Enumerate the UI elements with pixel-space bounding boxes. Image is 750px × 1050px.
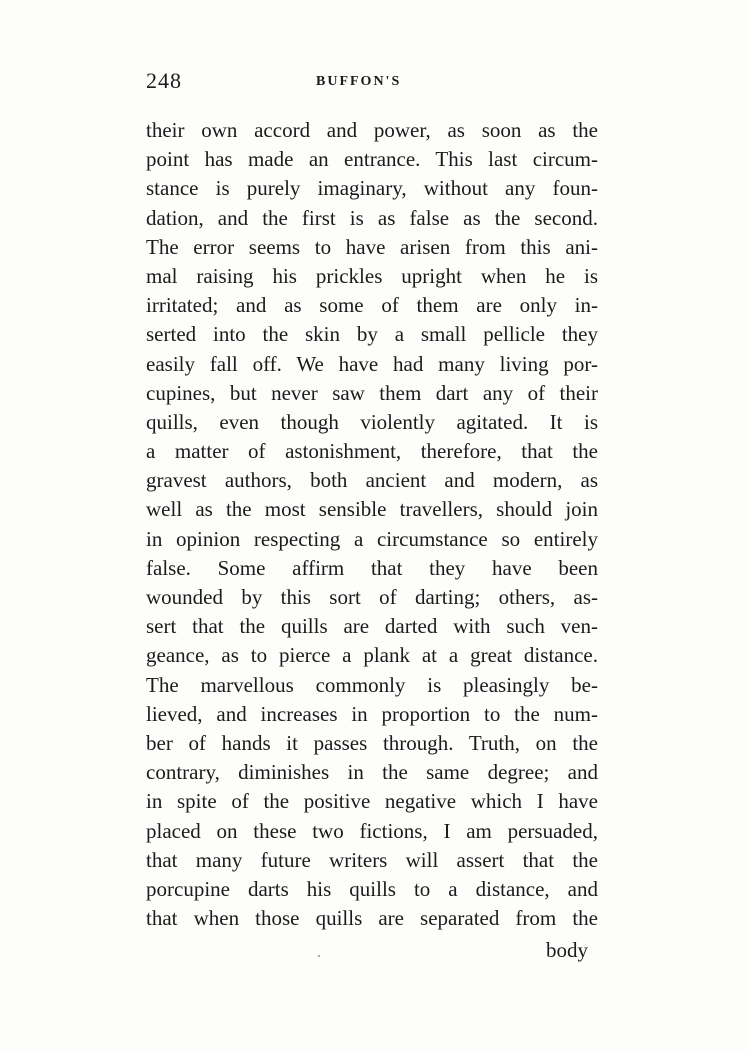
text-line: dation, and the first is as false as the second.	[146, 205, 598, 230]
text-line: in opinion respecting a circumstance so entirely	[146, 526, 598, 551]
running-head: BUFFON'S	[316, 74, 402, 89]
text-line: ber of hands it passes through. Truth, on the	[146, 730, 598, 755]
text-line: false. Some affirm that they have been	[146, 555, 598, 580]
text-line: geance, as to pierce a plank at a great distance.	[146, 643, 598, 668]
text-line: in spite of the positive negative which I have	[146, 789, 598, 814]
text-line: their own accord and power, as soon as the	[146, 118, 598, 142]
text-line: irritated; and as some of them are only in-	[146, 293, 598, 318]
text-line: porcupine darts his quills to a distance, and	[146, 876, 598, 901]
text-line: gravest authors, both ancient and modern, as	[146, 468, 598, 493]
text-line: sert that the quills are darted with such ven-	[146, 614, 598, 639]
ink-speck	[318, 955, 320, 957]
catchword: body	[546, 938, 588, 962]
text-line: quills, even though violently agitated. It is	[146, 409, 598, 434]
text-line: a matter of astonishment, therefore, that the	[146, 439, 598, 464]
page-header	[146, 68, 596, 98]
page-number: 248	[146, 68, 182, 93]
text-line: that when those quills are separated from the	[146, 906, 598, 931]
text-line: mal raising his prickles upright when he is	[146, 263, 598, 288]
text-line: placed on these two fictions, I am persuaded,	[146, 818, 598, 843]
text-line: that many future writers will assert that the	[146, 847, 598, 872]
text-line: lieved, and increases in proportion to the num-	[146, 701, 598, 726]
text-line: stance is purely imaginary, without any foun-	[146, 176, 598, 201]
text-line: wounded by this sort of darting; others, as-	[146, 585, 598, 609]
text-line: The error seems to have arisen from this ani-	[146, 234, 598, 259]
text-line: serted into the skin by a small pellicle they	[146, 322, 598, 347]
text-line: contrary, diminishes in the same degree; and	[146, 760, 598, 785]
text-line: cupines, but never saw them dart any of their	[146, 380, 598, 405]
text-line: point has made an entrance. This last circum-	[146, 147, 598, 172]
text-line: easily fall off. We have had many living por-	[146, 351, 598, 376]
body-text	[146, 116, 598, 933]
text-line: well as the most sensible travellers, should join	[146, 497, 598, 522]
text-line: The marvellous commonly is pleasingly be-	[146, 672, 598, 697]
